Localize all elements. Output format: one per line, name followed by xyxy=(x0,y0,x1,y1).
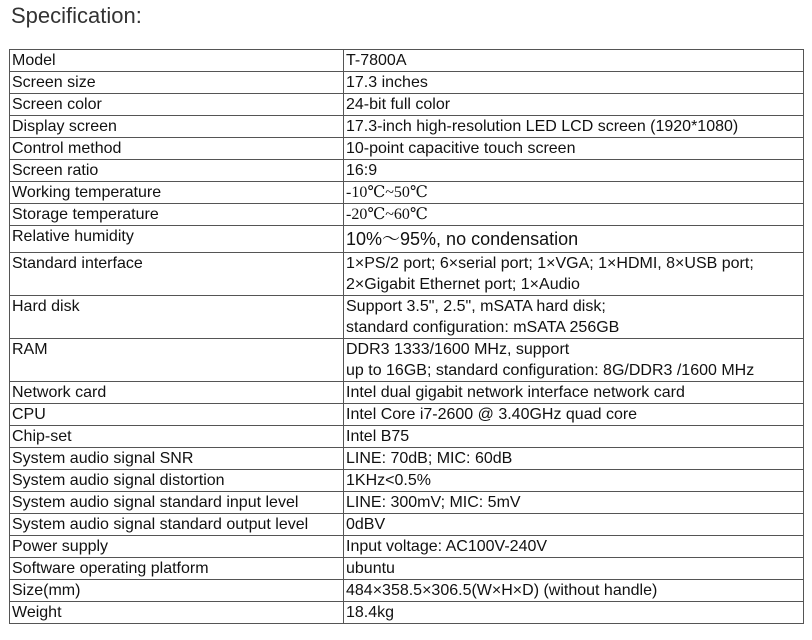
table-row-audio-snr xyxy=(10,448,804,470)
row-value xyxy=(344,426,804,448)
row-value-line: -10℃~50℃ xyxy=(346,184,428,201)
row-value xyxy=(344,580,804,602)
row-label: Working temperature xyxy=(10,182,344,204)
row-value xyxy=(344,514,804,536)
row-value xyxy=(344,226,804,253)
row-value-line: LINE: 70dB; MIC: 60dB xyxy=(346,450,513,467)
table-row-power-supply xyxy=(10,536,804,558)
row-label: RAM xyxy=(10,339,344,382)
row-label: System audio signal standard output level xyxy=(10,514,344,536)
row-value xyxy=(344,602,804,624)
table-row-storage-temperature xyxy=(10,204,804,226)
row-label: Storage temperature xyxy=(10,204,344,226)
row-label: Model xyxy=(10,50,344,72)
table-row-audio-input-level xyxy=(10,492,804,514)
table-row-working-temperature xyxy=(10,182,804,204)
page-title: Specification: xyxy=(11,3,142,28)
table-row-cpu xyxy=(10,404,804,426)
row-value-line: Intel dual gigabit network interface network card xyxy=(346,384,685,401)
table-row-weight xyxy=(10,602,804,624)
row-value xyxy=(344,160,804,182)
row-label: Weight xyxy=(10,602,344,624)
row-value-line: 0dBV xyxy=(346,516,386,533)
row-value xyxy=(344,448,804,470)
table-row-control-method xyxy=(10,138,804,160)
row-label: Power supply xyxy=(10,536,344,558)
table-row-standard-interface xyxy=(10,253,804,296)
row-value xyxy=(344,204,804,226)
row-value-line: 17.3-inch high-resolution LED LCD screen (1920*1080) xyxy=(346,118,739,135)
row-value xyxy=(344,253,804,296)
row-value xyxy=(344,404,804,426)
row-label: System audio signal SNR xyxy=(10,448,344,470)
row-value-line: Intel Core i7-2600 @ 3.40GHz quad core xyxy=(346,406,638,423)
row-value xyxy=(344,182,804,204)
row-label: System audio signal distortion xyxy=(10,470,344,492)
table-row-network-card xyxy=(10,382,804,404)
table-row-software-platform xyxy=(10,558,804,580)
row-label: Display screen xyxy=(10,116,344,138)
row-label: Hard disk xyxy=(10,296,344,339)
row-value-line: 10-point capacitive touch screen xyxy=(346,140,576,157)
row-label: Software operating platform xyxy=(10,558,344,580)
row-label: Screen size xyxy=(10,72,344,94)
row-label: Screen ratio xyxy=(10,160,344,182)
table-row-ram xyxy=(10,339,804,382)
table-row-display-screen xyxy=(10,116,804,138)
row-value-line: 24-bit full color xyxy=(346,96,451,113)
table-row-audio-output-level xyxy=(10,514,804,536)
row-value-line: up to 16GB; standard configuration: 8G/DDR3 /1600 MHz xyxy=(346,362,755,379)
specification-table-body xyxy=(10,50,804,624)
row-value-line: 1KHz<0.5% xyxy=(346,472,431,489)
row-label: CPU xyxy=(10,404,344,426)
specification-table xyxy=(9,49,804,624)
row-label: Network card xyxy=(10,382,344,404)
row-value-line: -20℃~60℃ xyxy=(346,206,428,223)
row-value xyxy=(344,296,804,339)
row-label: Chip-set xyxy=(10,426,344,448)
table-row-relative-humidity xyxy=(10,226,804,253)
table-row-hard-disk xyxy=(10,296,804,339)
row-value-line: 1×PS/2 port; 6×serial port; 1×VGA; 1×HDMI, 8×USB port; xyxy=(346,255,754,272)
row-label: Standard interface xyxy=(10,253,344,296)
row-label: Control method xyxy=(10,138,344,160)
table-row-screen-color xyxy=(10,94,804,116)
table-row-size xyxy=(10,580,804,602)
table-row-chip-set xyxy=(10,426,804,448)
row-value xyxy=(344,138,804,160)
row-value xyxy=(344,94,804,116)
row-value xyxy=(344,536,804,558)
row-value-line: 18.4kg xyxy=(346,604,395,621)
row-value-line: Support 3.5", 2.5", mSATA hard disk; xyxy=(346,298,606,315)
row-value xyxy=(344,72,804,94)
row-value xyxy=(344,382,804,404)
row-value xyxy=(344,470,804,492)
row-value-line: LINE: 300mV; MIC: 5mV xyxy=(346,494,521,511)
row-label: Relative humidity xyxy=(10,226,344,253)
row-label: Size(mm) xyxy=(10,580,344,602)
row-value-line: 10%～95%, no condensation xyxy=(346,229,579,249)
row-value xyxy=(344,339,804,382)
row-value-line: standard configuration: mSATA 256GB xyxy=(346,319,620,336)
row-value xyxy=(344,116,804,138)
table-row-model xyxy=(10,50,804,72)
row-value-line: 2×Gigabit Ethernet port; 1×Audio xyxy=(346,276,580,293)
row-value-line: 16:9 xyxy=(346,162,378,179)
table-row-screen-ratio xyxy=(10,160,804,182)
row-value xyxy=(344,558,804,580)
table-row-audio-distortion xyxy=(10,470,804,492)
row-value-line: ubuntu xyxy=(346,560,395,577)
row-value-line: T-7800A xyxy=(346,52,407,69)
row-value-line: Input voltage: AC100V-240V xyxy=(346,538,548,555)
row-value-line: DDR3 1333/1600 MHz, support xyxy=(346,341,570,358)
table-row-screen-size xyxy=(10,72,804,94)
row-label: System audio signal standard input level xyxy=(10,492,344,514)
row-label: Screen color xyxy=(10,94,344,116)
row-value-line: Intel B75 xyxy=(346,428,410,445)
row-value xyxy=(344,492,804,514)
row-value-line: 17.3 inches xyxy=(346,74,428,91)
row-value xyxy=(344,50,804,72)
row-value-line: 484×358.5×306.5(W×H×D) (without handle) xyxy=(346,582,658,599)
